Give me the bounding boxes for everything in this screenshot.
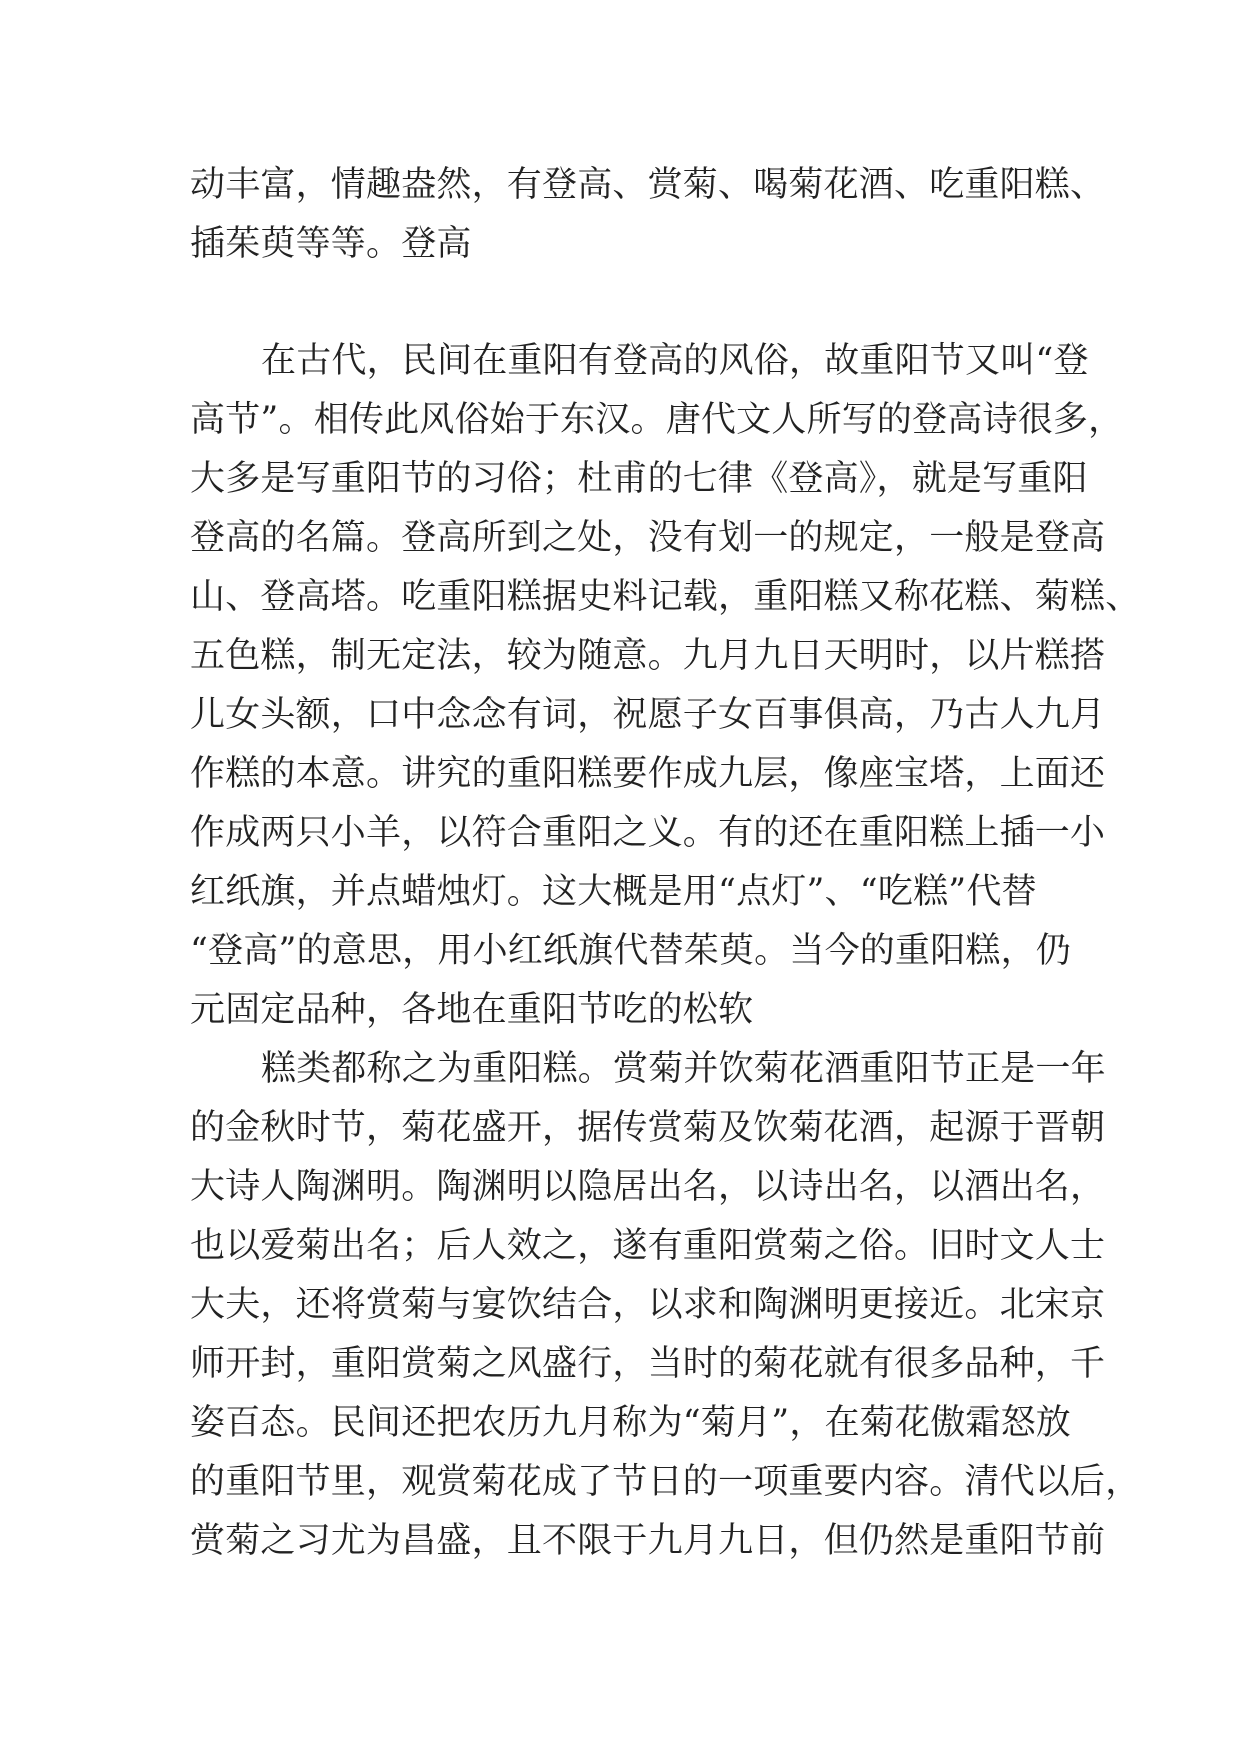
- body-text: [190, 332, 1141, 1571]
- text-line: 元固定品种，各地在重阳节吃的松软: [190, 990, 754, 1030]
- paragraph-1: [190, 156, 1106, 274]
- text-line: 作成两只小羊，以符合重阳之义。有的还在重阳糕上插一小: [190, 813, 1106, 853]
- text-line: 儿女头额，口中念念有词，祝愿子女百事俱高，乃古人九月: [190, 695, 1106, 735]
- text-line: 山、登高塔。吃重阳糕据史料记载，重阳糕又称花糕、菊糕、: [190, 577, 1141, 617]
- text-line: 大多是写重阳节的习俗；杜甫的七律《登高》，就是写重阳: [190, 459, 1088, 499]
- text-line: 也以爱菊出名；后人效之，遂有重阳赏菊之俗。旧时文人士: [190, 1226, 1106, 1266]
- text-line: 糕类都称之为重阳糕。赏菊并饮菊花酒重阳节正是一年: [261, 1049, 1106, 1089]
- text-line: 赏菊之习尤为昌盛，且不限于九月九日，但仍然是重阳节前: [190, 1521, 1106, 1561]
- text-line: “登高”的意思，用小红纸旗代替茱萸。当今的重阳糕，仍: [190, 931, 1071, 971]
- text-line: 的金秋时节，菊花盛开，据传赏菊及饮菊花酒，起源于晋朝: [190, 1108, 1106, 1148]
- text-line: 五色糕，制无定法，较为随意。九月九日天明时，以片糕搭: [190, 636, 1106, 676]
- text-line: 在古代，民间在重阳有登高的风俗，故重阳节又叫“登: [261, 341, 1089, 381]
- text-line: 作糕的本意。讲究的重阳糕要作成九层，像座宝塔，上面还: [190, 754, 1106, 794]
- text-line: 高节”。相传此风俗始于东汉。唐代文人所写的登高诗很多，: [190, 400, 1124, 440]
- paragraph-2: [190, 332, 1141, 1040]
- text-line: 红纸旗，并点蜡烛灯。这大概是用“点灯”、“吃糕”代替: [190, 872, 1037, 912]
- text-line: 师开封，重阳赏菊之风盛行，当时的菊花就有很多品种，千: [190, 1344, 1106, 1384]
- text-line: 姿百态。民间还把农历九月称为“菊月”，在菊花傲霜怒放: [190, 1403, 1071, 1443]
- text-line: 大夫，还将赏菊与宴饮结合，以求和陶渊明更接近。北宋京: [190, 1285, 1106, 1325]
- text-line: 的重阳节里，观赏菊花成了节日的一项重要内容。清代以后，: [190, 1462, 1141, 1502]
- text-line: 登高的名篇。登高所到之处，没有划一的规定，一般是登高: [190, 518, 1106, 558]
- text-line: 插茱萸等等。登高: [190, 224, 472, 264]
- text-line: 大诗人陶渊明。陶渊明以隐居出名，以诗出名，以酒出名，: [190, 1167, 1106, 1207]
- paragraph-3: [190, 1040, 1141, 1571]
- text-line: 动丰富，情趣盎然，有登高、赏菊、喝菊花酒、吃重阳糕、: [190, 165, 1106, 205]
